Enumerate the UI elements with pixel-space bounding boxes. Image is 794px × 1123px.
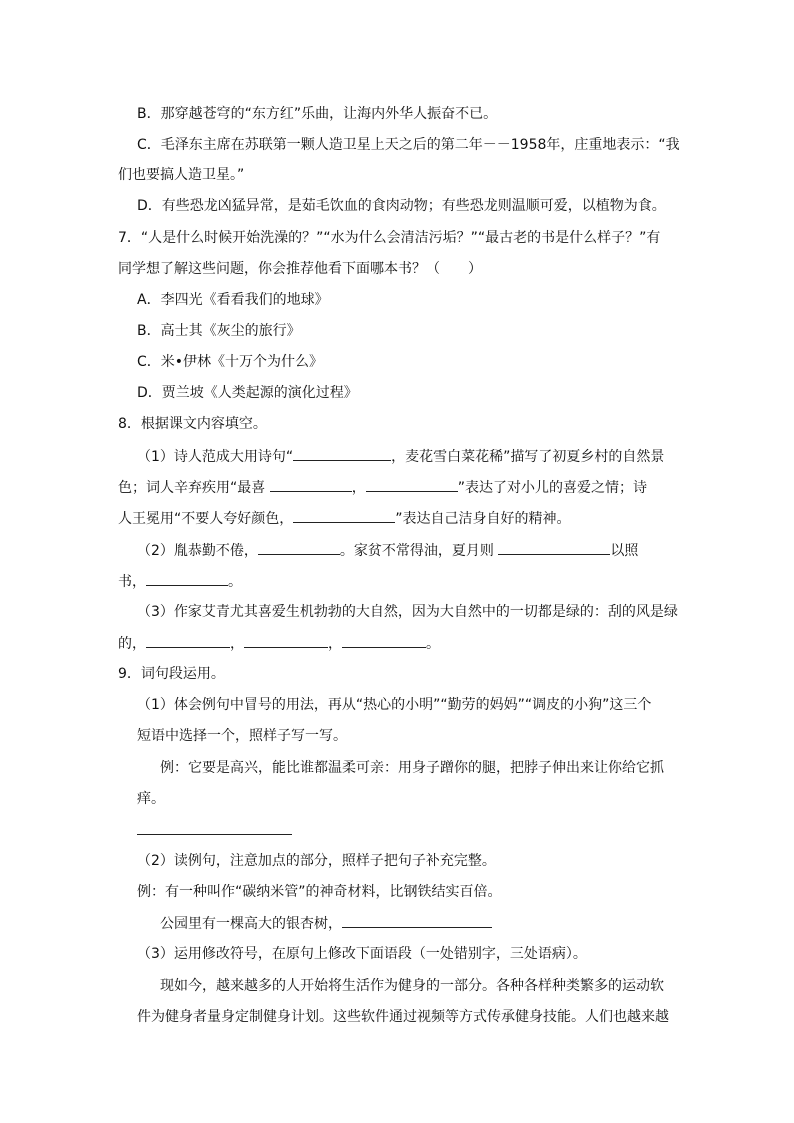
q6-option-d: D．有些恐龙凶猛异常，是茹毛饮血的食肉动物；有些恐龙则温顺可爱，以植物为食。 — [137, 198, 666, 214]
q8-part3-text-d: ， — [328, 636, 342, 652]
q8-part3-text-c: ， — [230, 636, 244, 652]
q8-part1-text-b: ，麦花雪白菜花稀”描写了初夏乡村的自然景 — [391, 449, 665, 465]
q7-option-b: B．高士其《灰尘的旅行》 — [137, 323, 301, 339]
q9-example1-line1: 例：它要是高兴，能比谁都温柔可亲：用身子蹭你的腿，把脖子伸出来让你给它抓 — [160, 760, 664, 776]
q9-part2: （2）读例句，注意加点的部分，照样子把句子补充完整。 — [137, 853, 496, 869]
q7-option-d: D．贾兰坡《人类起源的演化过程》 — [137, 385, 358, 401]
q8-part1-text-a: （1）诗人范成大用诗句“ — [137, 449, 294, 465]
q7-stem-line1: 7．“人是什么时候开始洗澡的？”“水为什么会清洁污垢？”“最古老的书是什么样子？”有 — [118, 230, 661, 246]
q8-blank-1[interactable] — [293, 446, 391, 461]
q8-blank-9[interactable] — [244, 633, 328, 648]
q8-part2-text-d: 书， — [118, 574, 146, 590]
q8-blank-10[interactable] — [342, 633, 426, 648]
q9-part1-line1: （1）体会例句中冒号的用法，再从“热心的小明”“勤劳的妈妈”“调皮的小狗”这三个 — [137, 697, 652, 713]
q6-option-c-line2: 们也要搞人造卫星。” — [118, 167, 245, 183]
q9-paragraph-line1: 现如今，越来越多的人开始将生活作为健身的一部分。各种各样种类繁多的运动软 — [160, 978, 664, 994]
q8-blank-7[interactable] — [146, 571, 228, 586]
q8-part3-line1: （3）作家艾青尤其喜爱生机勃勃的大自然，因为大自然中的一切都是绿的：刮的风是绿 — [137, 604, 678, 620]
q6-option-b: B．那穿越苍穹的“东方红”乐曲，让海内外华人振奋不已。 — [137, 106, 498, 122]
q8-blank-8[interactable] — [146, 633, 230, 648]
q8-part2-text-b: 。家贫不常得油，夏月则 — [339, 543, 494, 559]
q9-fill2-line — [160, 913, 492, 934]
q8-part1-text-g: ”表达自己洁身自好的精神。 — [395, 511, 571, 527]
q8-part1-text-c: 色；词人辛弃疾用“最喜 — [118, 480, 266, 496]
q9-stem: 9．词句段运用。 — [118, 666, 225, 682]
q8-part2-line1 — [137, 540, 638, 561]
q8-part3-text-b: 的， — [118, 636, 146, 652]
q8-part2-text-c: 以照 — [610, 543, 639, 559]
q6-option-c-line1: C．毛泽东主席在苏联第一颗人造卫星上天之后的第二年－－1958年，庄重地表示：“我 — [137, 137, 680, 153]
q8-part2-line2 — [118, 571, 242, 592]
q9-example1-line2: 痒。 — [137, 791, 165, 807]
q8-part2-text-a: （2）胤恭勤不倦， — [137, 543, 258, 559]
q9-answer-line-1[interactable] — [137, 834, 292, 835]
q8-part1-text-f: 人王冕用“不要人夸好颜色， — [118, 511, 294, 527]
q9-example2: 例：有一种叫作“碳纳米管”的神奇材料，比钢铁结实百倍。 — [137, 884, 502, 900]
q8-part1-text-d: ， — [351, 480, 366, 496]
q8-blank-3[interactable] — [366, 477, 458, 492]
q9-paragraph-line2: 件为健身者量身定制健身计划。这些软件通过视频等方式传承健身技能。人们也越来越 — [137, 1009, 669, 1025]
q8-part1-text-e: ”表达了对小儿的喜爱之情；诗 — [457, 480, 647, 496]
q7-option-c: C．米•伊林《十万个为什么》 — [137, 354, 324, 370]
q7-stem-line2: 同学想了解这些问题，你会推荐他看下面哪本书？（ ） — [118, 261, 482, 277]
q8-stem: 8．根据课文内容填空。 — [118, 416, 267, 432]
q8-blank-4[interactable] — [293, 508, 395, 523]
q9-part3: （3）运用修改符号，在原句上修改下面语段（一处错别字，三处语病）。 — [137, 946, 587, 962]
q9-answer-line-2[interactable] — [342, 913, 492, 928]
q8-part1-line3 — [118, 508, 571, 529]
q8-part3-line2 — [118, 633, 440, 654]
q9-fill2-text: 公园里有一棵高大的银杏树， — [160, 916, 342, 932]
q8-part1-line2 — [118, 477, 647, 498]
q9-part1-line2: 短语中选择一个，照样子写一写。 — [137, 728, 347, 744]
q8-blank-6[interactable] — [498, 540, 610, 555]
q7-option-a: A．李四光《看看我们的地球》 — [137, 292, 329, 308]
q8-blank-2[interactable] — [270, 477, 352, 492]
q8-part2-text-e: 。 — [228, 574, 242, 590]
q8-blank-5[interactable] — [258, 540, 340, 555]
q8-part1-line1 — [137, 446, 664, 467]
q8-part3-text-e: 。 — [426, 636, 440, 652]
